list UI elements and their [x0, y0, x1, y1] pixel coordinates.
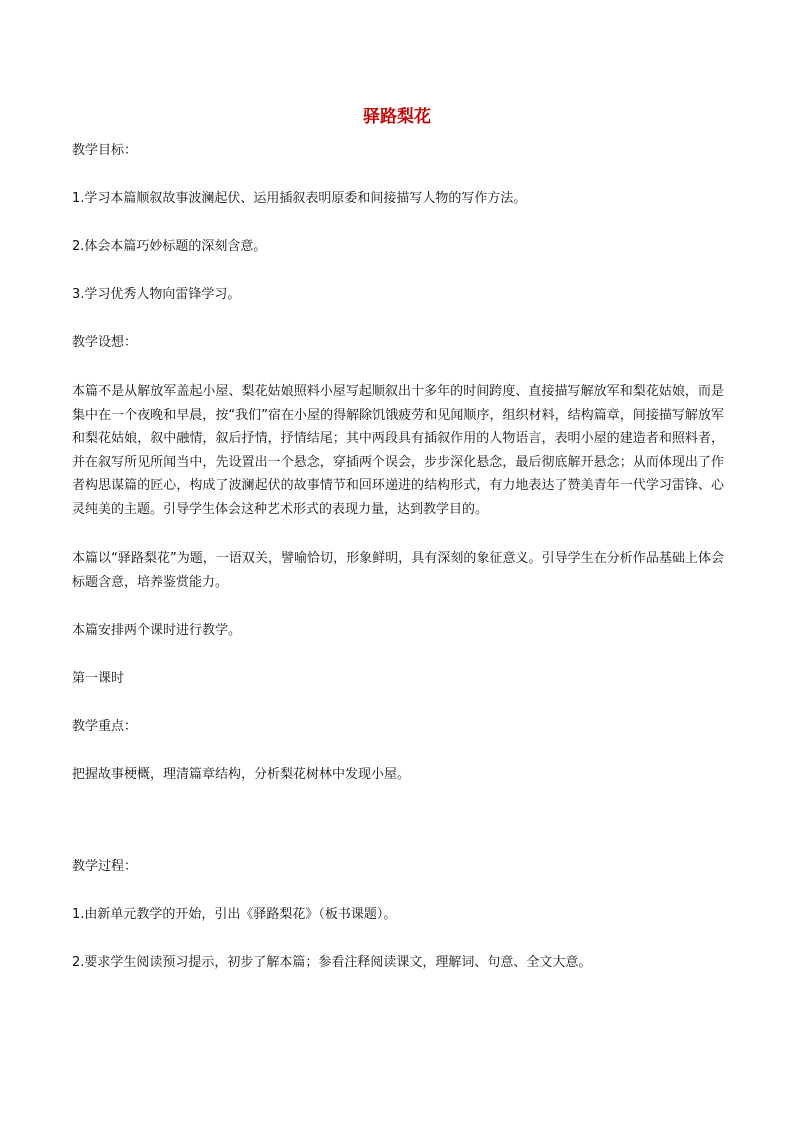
- process-step: 1.由新单元教学的开始，引出《驿路梨花》（板书课题）。: [72, 907, 397, 922]
- design-heading: 教学设想：: [72, 335, 138, 350]
- design-paragraph: 本篇安排两个课时进行教学。: [72, 623, 242, 638]
- objectives-heading: 教学目标：: [72, 143, 138, 158]
- focus-text: 把握故事梗概，理清篇章结构，分析梨花树林中发现小屋。: [72, 767, 411, 782]
- document-title: 驿路梨花: [363, 107, 431, 127]
- objective-item: 3.学习优秀人物向雷锋学习。: [72, 287, 241, 302]
- design-paragraph: 本篇不是从解放军盖起小屋、梨花姑娘照料小屋写起顺叙出十多年的时间跨度、直接描写解放军和梨花姑娘，而是集中在一个夜晚和早晨，按“我们”宿在小屋的得解除饥饿疲劳和见闻顺序，组织材料，结构篇章，间接描写解放军和梨花姑娘，叙中融情，叙后抒情，抒情结尾；其中两段具有插叙作用的人物语言，表明小屋的建造者和照料者，并在叙写所见所闻当中，先设置出一个悬念，穿插两个误会，步步深化悬念，最后彻底解开悬念；从而体现出了作者构思谋篇的匠心，构成了波澜起伏的故事情节和回环递进的结构形式，有力地表达了赞美青年一代学习雷锋、心灵纯美的主题。引导学生体会这种艺术形式的表现力量，达到教学目的。: [72, 384, 724, 517]
- lesson-label: 第一课时: [72, 671, 125, 686]
- process-heading: 教学过程：: [72, 859, 138, 874]
- objective-item: 1.学习本篇顺叙故事波澜起伏、运用插叙表明原委和间接描写人物的写作方法。: [72, 191, 527, 206]
- design-paragraph: 本篇以“驿路梨花”为题，一语双关，譬喻恰切，形象鲜明，具有深刻的象征意义。引导学生在分析作品基础上体会标题含意，培养鉴赏能力。: [72, 551, 724, 590]
- document-body: [72, 140, 724, 974]
- focus-heading: 教学重点：: [72, 719, 138, 734]
- objective-item: 2.体会本篇巧妙标题的深刻含意。: [72, 239, 267, 254]
- process-step: 2.要求学生阅读预习提示，初步了解本篇；参看注释阅读课文，理解词、句意、全文大意。: [72, 955, 592, 970]
